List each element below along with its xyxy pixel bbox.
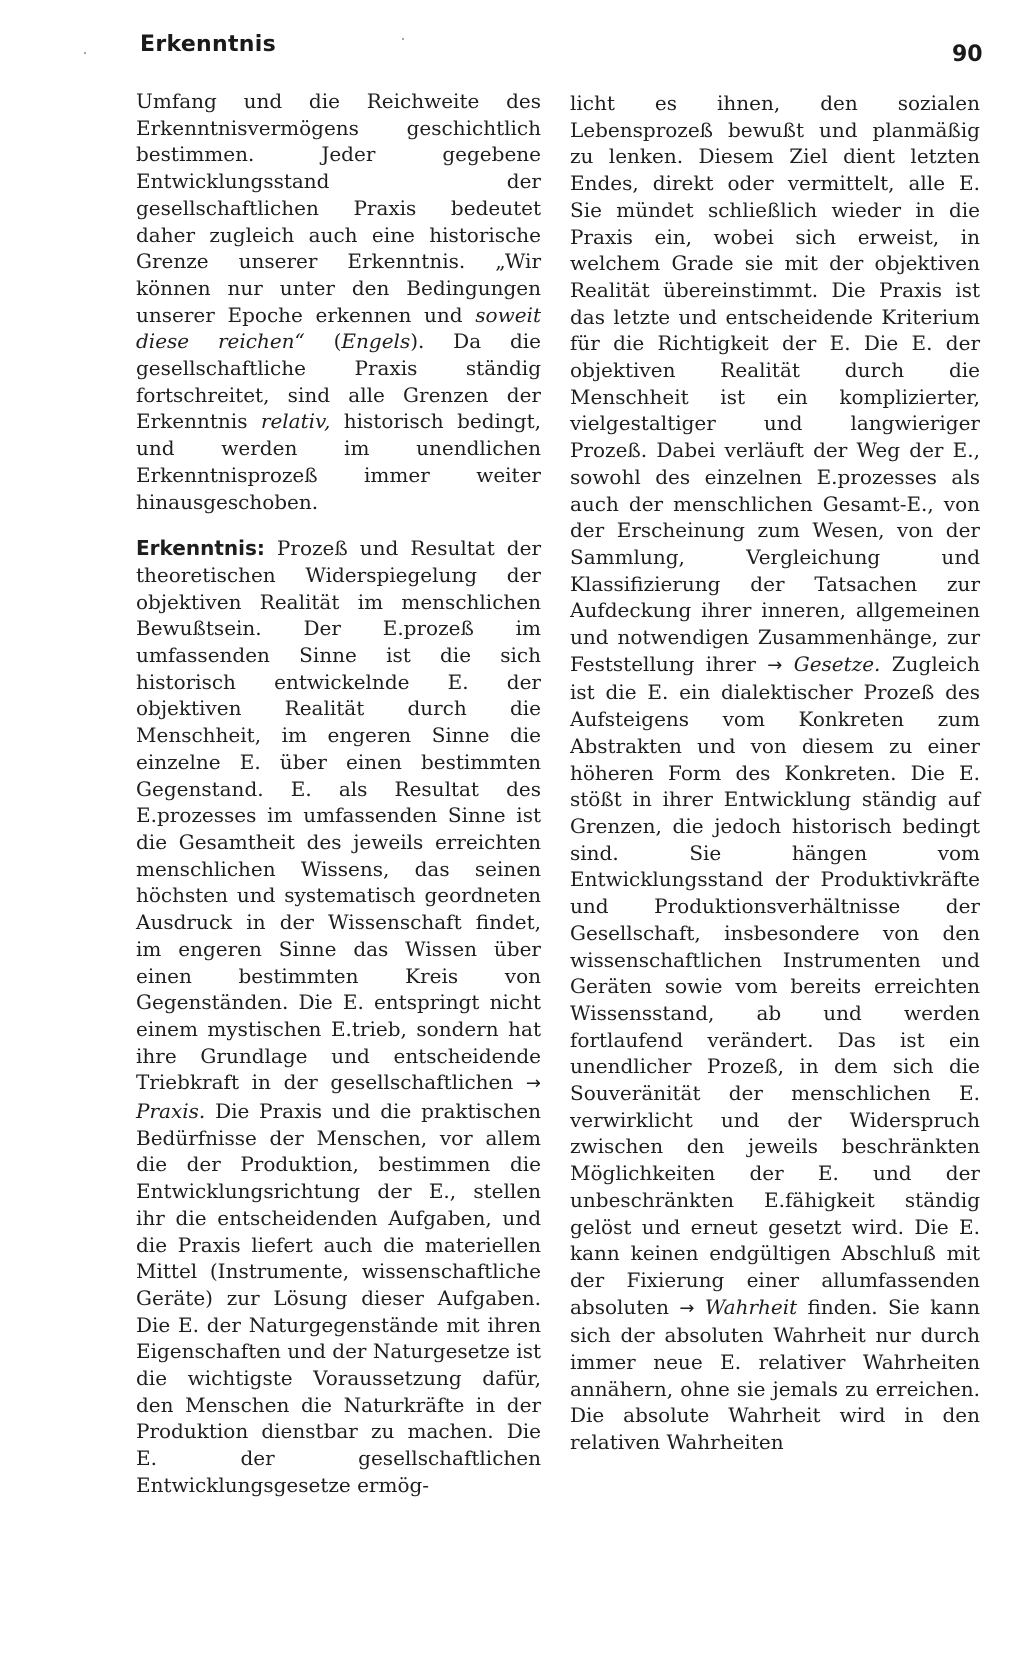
continuation-end-text: historisch bedingt, und werden im unendlichen Erkenntnisprozeß immer weiter hinausgeschoben. (136, 409, 542, 514)
term-relativ: relativ, (260, 409, 331, 434)
left-column (136, 88, 541, 1499)
cross-reference-arrow-icon: → (679, 1297, 695, 1319)
cross-reference-arrow-icon: → (525, 1073, 541, 1095)
running-head: Erkenntnis (140, 32, 276, 57)
continuation-text: Umfang und die Reichweite des Erkenntnisvermögens geschichtlich bestimmen. Jeder gegebene Entwicklungsstand der gesellschaftlichen Praxis bedeutet daher zugleich auch eine historische Grenze unserer Erkenntnis. „Wir können nur unter den Bedingungen unserer Epoche erkennen und (136, 89, 541, 327)
entry-text-1: Prozeß und Resultat der theoretischen Widerspiegelung der objektiven Realität im menschlichen Bewußtsein. Der E.prozeß im umfassenden Sinne ist die sich historisch entwickelnde E. der objektiven Realität durch die Menschheit, im engeren Sinne die einzelne E. über einen bestimmten Gegenstand. E. als Resultat des E.prozesses im umfassenden Sinne ist die Gesamtheit des jeweils erreichten menschlichen Wissens, das seinen höchsten und systematisch geordneten Ausdruck in der Wissenschaft findet, im engeren Sinne das Wissen über einen bestimmten Kreis von Gegenständen. Die E. entspringt nicht einem mystischen E.trieb, sondern hat ihre Grundlage und entscheidende Triebkraft in der gesellschaftlichen (136, 536, 541, 1095)
entry-paragraph-continued (570, 90, 980, 1456)
page-number: 90 (952, 42, 983, 67)
right-text-1: licht es ihnen, den sozialen Lebensprozeß bewußt und planmäßig zu lenken. Diesem Ziel dient letzten Endes, direkt oder vermittelt, alle E. Sie mündet schließlich wieder in die Praxis ein, wobei sich erweist, in welchem Grade sie mit der objektiven Realität übereinstimmt. Die Praxis ist das letzte und entscheidende Kriterium für die Richtigkeit der E. Die E. der objektiven Realität durch die Menschheit ist ein komplizierter, vielgestaltiger und langwieriger Prozeß. Dabei verläuft der Weg der E., sowohl des einzelnen E.prozesses als auch der menschlichen Gesamt-E., von der Erscheinung zum Wesen, von der Sammlung, Vergleichung und Klassifizierung der Tatsachen zur Aufdeckung ihrer inneren, allgemeinen und notwendigen Zusammenhänge, zur Feststellung ihrer (570, 91, 980, 676)
right-column (570, 90, 980, 1456)
entry-headword: Erkenntnis: (136, 536, 265, 561)
cross-reference-wahrheit: Wahrheit (704, 1294, 798, 1319)
entry-text-2: Die Praxis und die praktischen Bedürfnisse der Menschen, vor allem die der Produktion, bestimmen die Entwicklungsrichtung der E., stellen ihr die entscheidenden Aufgaben, und die Praxis liefert auch die materiellen Mittel (Instrumente, wissenschaftliche Geräte) zur Lösung dieser Aufgaben. Die E. der Naturgegenstände mit ihren Eigenschaften und der Naturgesetze ist die wichtigste Voraussetzung dafür, den Menschen die Naturkräfte in der Produktion dienstbar zu machen. Die E. der gesellschaftlichen Entwicklungsgesetze ermög- (136, 1099, 541, 1497)
quote-author: Engels (341, 329, 411, 354)
cross-reference-arrow-icon: → (767, 654, 783, 676)
right-text-3: finden. Sie kann sich der absoluten Wahrheit nur durch immer neue E. relativer Wahrheiten annähern, ohne sie jemals zu erreichen. Die absolute Wahrheit wird in den relativen Wahrheiten (570, 1294, 981, 1455)
entry-paragraph (136, 535, 541, 1498)
paren-open: ( (333, 329, 342, 354)
print-speck (402, 38, 404, 40)
cross-reference-praxis: Praxis. (136, 1099, 206, 1124)
after-quote-text: ). Da die gesellschaftliche Praxis ständig fortschreitet, sind alle Grenzen der Erkenntnis (136, 329, 542, 434)
cross-reference-gesetze: Gesetze. (793, 651, 881, 676)
print-speck (84, 52, 86, 54)
continued-paragraph (136, 88, 541, 515)
right-text-2: Zugleich ist die E. ein dialektischer Prozeß des Aufsteigens vom Konkreten zum Abstrakten und von diesem zu einer höheren Form des Konkreten. Die E. stößt in ihrer Entwicklung ständig auf Grenzen, die jedoch historisch bedingt sind. Sie hängen vom Entwicklungsstand der Produktivkräfte und Produktionsverhältnisse der Gesellschaft, insbesondere von den wissenschaftlichen Instrumenten und Geräten sowie vom bereits erreichten Wissensstand, ab und werden fortlaufend verändert. Das ist ein unendlicher Prozeß, in dem sich die Souveränität der menschlichen E. verwirklicht und der Widerspruch zwischen den jeweils beschränkten Möglichkeiten der E. und der unbeschränkten E.fähigkeit ständig gelöst und erneut gesetzt wird. Die E. kann keinen endgültigen Abschluß mit der Fixierung einer allumfassenden absoluten (570, 651, 981, 1319)
engels-quote: soweit diese reichen“ (136, 302, 541, 354)
